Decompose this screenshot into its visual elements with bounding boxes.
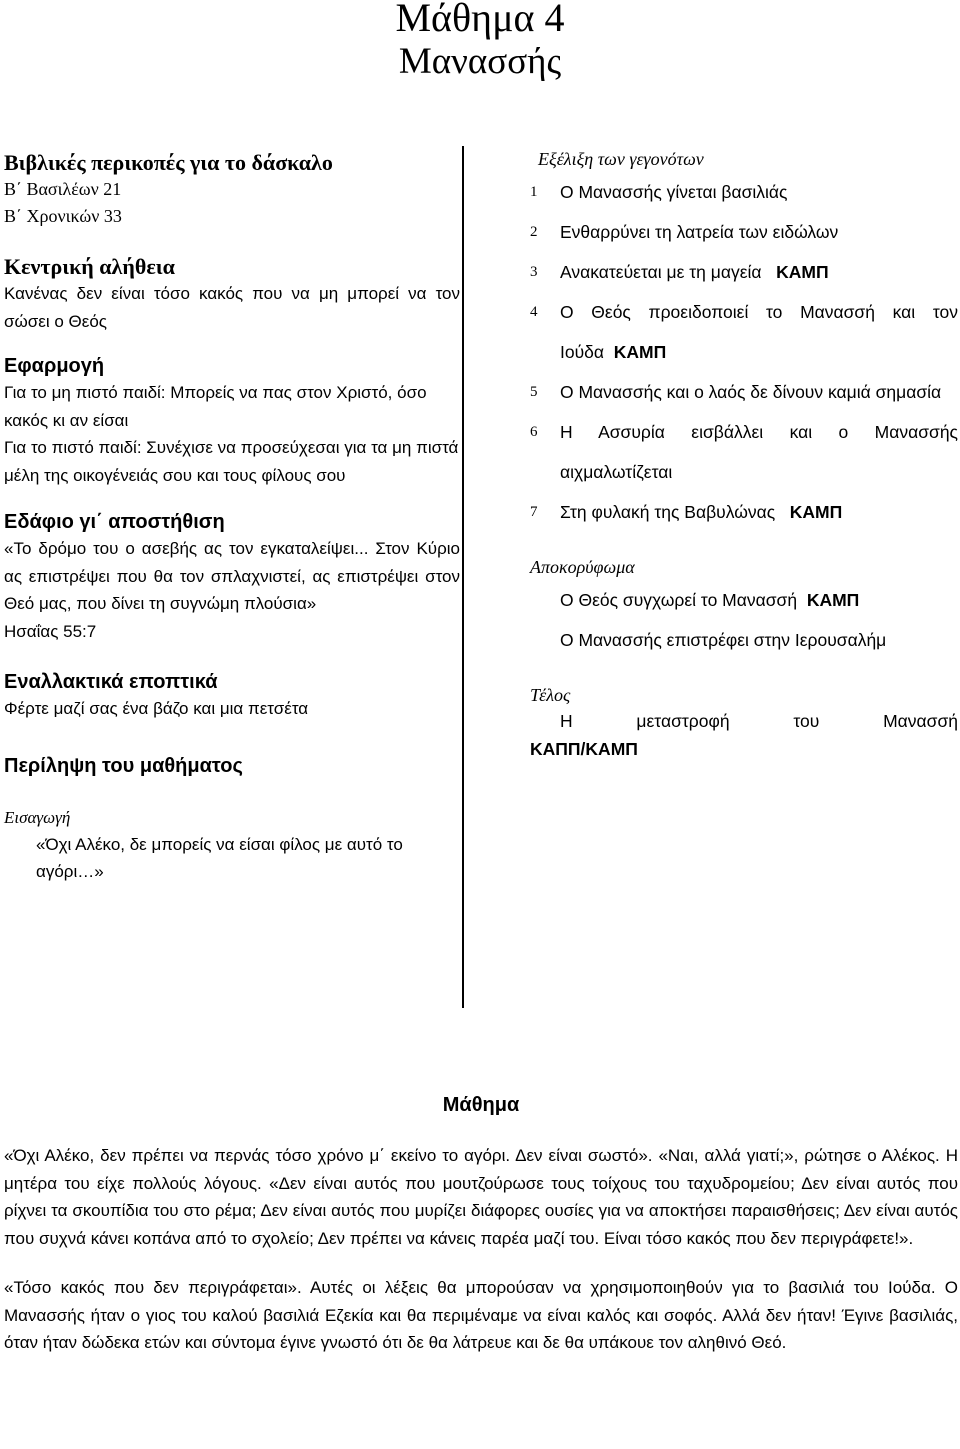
- event-text: Ανακατεύεται με τη μαγεία: [560, 262, 762, 282]
- event-tag: ΚΑΜΠ: [789, 502, 843, 522]
- event-number: 4: [530, 304, 538, 320]
- page-subtitle: Μανασσής: [398, 41, 562, 82]
- right-column: [530, 146, 958, 763]
- page-title: Μάθημα 4: [395, 0, 565, 40]
- end-text: Η μεταστροφή του Μανασσή: [560, 711, 958, 731]
- intro-text: «Όχι Αλέκο, δε μπορείς να είσαι φίλος με αυτό το αγόρι…»: [36, 834, 403, 881]
- event-text: Στη φυλακή της Βαβυλώνας: [560, 502, 776, 522]
- application-believer: Για το πιστό παιδί: Συνέχισε να προσεύχεσαι για τα μη πιστά μέλη της οικογένειάς σου και τους φίλους σου: [4, 438, 459, 485]
- climax-tag: ΚΑΜΠ: [806, 590, 860, 610]
- event-item: [530, 372, 958, 412]
- event-tag: ΚΑΜΠ: [613, 342, 667, 362]
- event-text: Ο Μανασσής γίνεται βασιλιάς: [560, 182, 788, 202]
- climax-item: [530, 580, 958, 620]
- end-label: Τέλος: [530, 685, 571, 705]
- event-number: 1: [530, 184, 538, 200]
- event-item: [530, 252, 958, 292]
- end-tag: ΚΑΠΠ/ΚΑΜΠ: [530, 738, 638, 759]
- visual-aids-text: Φέρτε μαζί σας ένα βάζο και μια πετσέτα: [4, 699, 309, 718]
- event-item: [530, 292, 958, 372]
- memory-verse-heading: Εδάφιο γι΄ αποστήθιση: [4, 511, 225, 533]
- climax-item: [530, 620, 958, 660]
- lesson-paragraph: «Τόσο κακός που δεν περιγράφεται». Αυτές οι λέξεις θα μπορούσαν να χρησιμοποιηθούν για το βασιλιά του Ιούδα. Ο Μανασσής ήταν ο γιος του καλού βασιλιά Εζεκία και θα περιμέναμε να είναι καλός και σοφός. Αλλά δεν ήταν! Έγινε βασιλιάς, όταν ήταν δώδεκα ετών και σύντομα έγινε γνωστό ότι δε θα λάτρευε και δε θα υπάκουε τον αληθινό Θεό.: [4, 1278, 958, 1352]
- intro-label: Εισαγωγή: [4, 807, 71, 827]
- event-text: Ο Μανασσής και ο λαός δε δίνουν καμιά σημασία: [560, 382, 942, 402]
- event-number: 5: [530, 384, 538, 400]
- event-item: [530, 172, 958, 212]
- summary-heading: Περίληψη του μαθήματος: [4, 754, 243, 777]
- lesson-section: [4, 1090, 958, 1357]
- passage-line: Β΄ Χρονικών 33: [4, 206, 122, 226]
- lesson-paragraph: «Όχι Αλέκο, δεν πρέπει να περνάς τόσο χρόνο μ΄ εκείνο το αγόρι. Δεν είναι σωστό». «Ναι, αλλά γιατί;», ρώτησε ο Αλέκος. Η μητέρα του είχε πολλούς λόγους. «Δεν είναι αυτός που μουτζούρωσε τους τοίχους του ταχυδρομείου; Δεν είναι αυτός που ρίχνει τα σκουπίδια του στο ρέμα; Δεν είναι αυτός που μυρίζει διάφορες ουσίες για να αποκτήσει παραισθήσεις; Δεν είναι αυτός που συχνά κάνει κοπάνα από το σχολείο; Δεν πρέπει να κάνεις παρέα μαζί του. Είναι τόσο κακός που δεν περιγράφετε!».: [4, 1146, 958, 1248]
- events-label: Εξέλιξη των γεγονότων: [538, 149, 704, 169]
- event-number: 7: [530, 504, 538, 520]
- lesson-heading: Μάθημα: [442, 1094, 520, 1116]
- event-number: 6: [530, 424, 538, 440]
- event-number: 2: [530, 224, 538, 240]
- visual-aids-heading: Εναλλακτικά εποπτικά: [4, 671, 218, 693]
- passage-line: Β΄ Βασιλέων 21: [4, 179, 122, 199]
- event-item: [530, 492, 958, 532]
- central-truth-heading: Κεντρική αλήθεια: [4, 254, 175, 279]
- event-text: Ενθαρρύνει τη λατρεία των ειδώλων: [560, 222, 839, 242]
- climax-text: Ο Θεός συγχωρεί το Μανασσή: [560, 590, 798, 610]
- event-tag: ΚΑΜΠ: [776, 262, 829, 282]
- event-item: [530, 212, 958, 252]
- event-text: Ο Θεός προειδοποιεί το Μανασσή και τον Ιούδα: [560, 302, 958, 362]
- left-column: [4, 150, 460, 886]
- memory-verse-text: «Το δρόμο του ο ασεβής ας τον εγκαταλείψει... Στον Κύριο ας επιστρέψει που θα τον σπλαχνιστεί, ας επιστρέψει στον Θεό μας, που δίνει τη συγνώμη πλούσια»: [4, 539, 460, 613]
- event-item: [530, 412, 958, 492]
- climax-text: Ο Μανασσής επιστρέφει στην Ιερουσαλήμ: [560, 630, 887, 650]
- event-number: 3: [530, 264, 538, 280]
- passages-heading: Βιβλικές περικοπές για το δάσκαλο: [4, 150, 333, 175]
- central-truth-text: Κανένας δεν είναι τόσο κακός που να μη μπορεί να τον σώσει ο Θεός: [4, 284, 460, 331]
- application-heading: Εφαρμογή: [4, 355, 105, 377]
- column-divider: [462, 146, 464, 1008]
- application-unbeliever: Για το μη πιστό παιδί: Μπορείς να πας στον Χριστό, όσο κακός κι αν είσαι: [4, 383, 427, 430]
- memory-verse-reference: Ησαΐας 55:7: [4, 621, 97, 641]
- climax-label: Αποκορύφωμα: [530, 557, 635, 577]
- event-text: Η Ασσυρία εισβάλλει και ο Μανασσής αιχμαλωτίζεται: [560, 422, 958, 482]
